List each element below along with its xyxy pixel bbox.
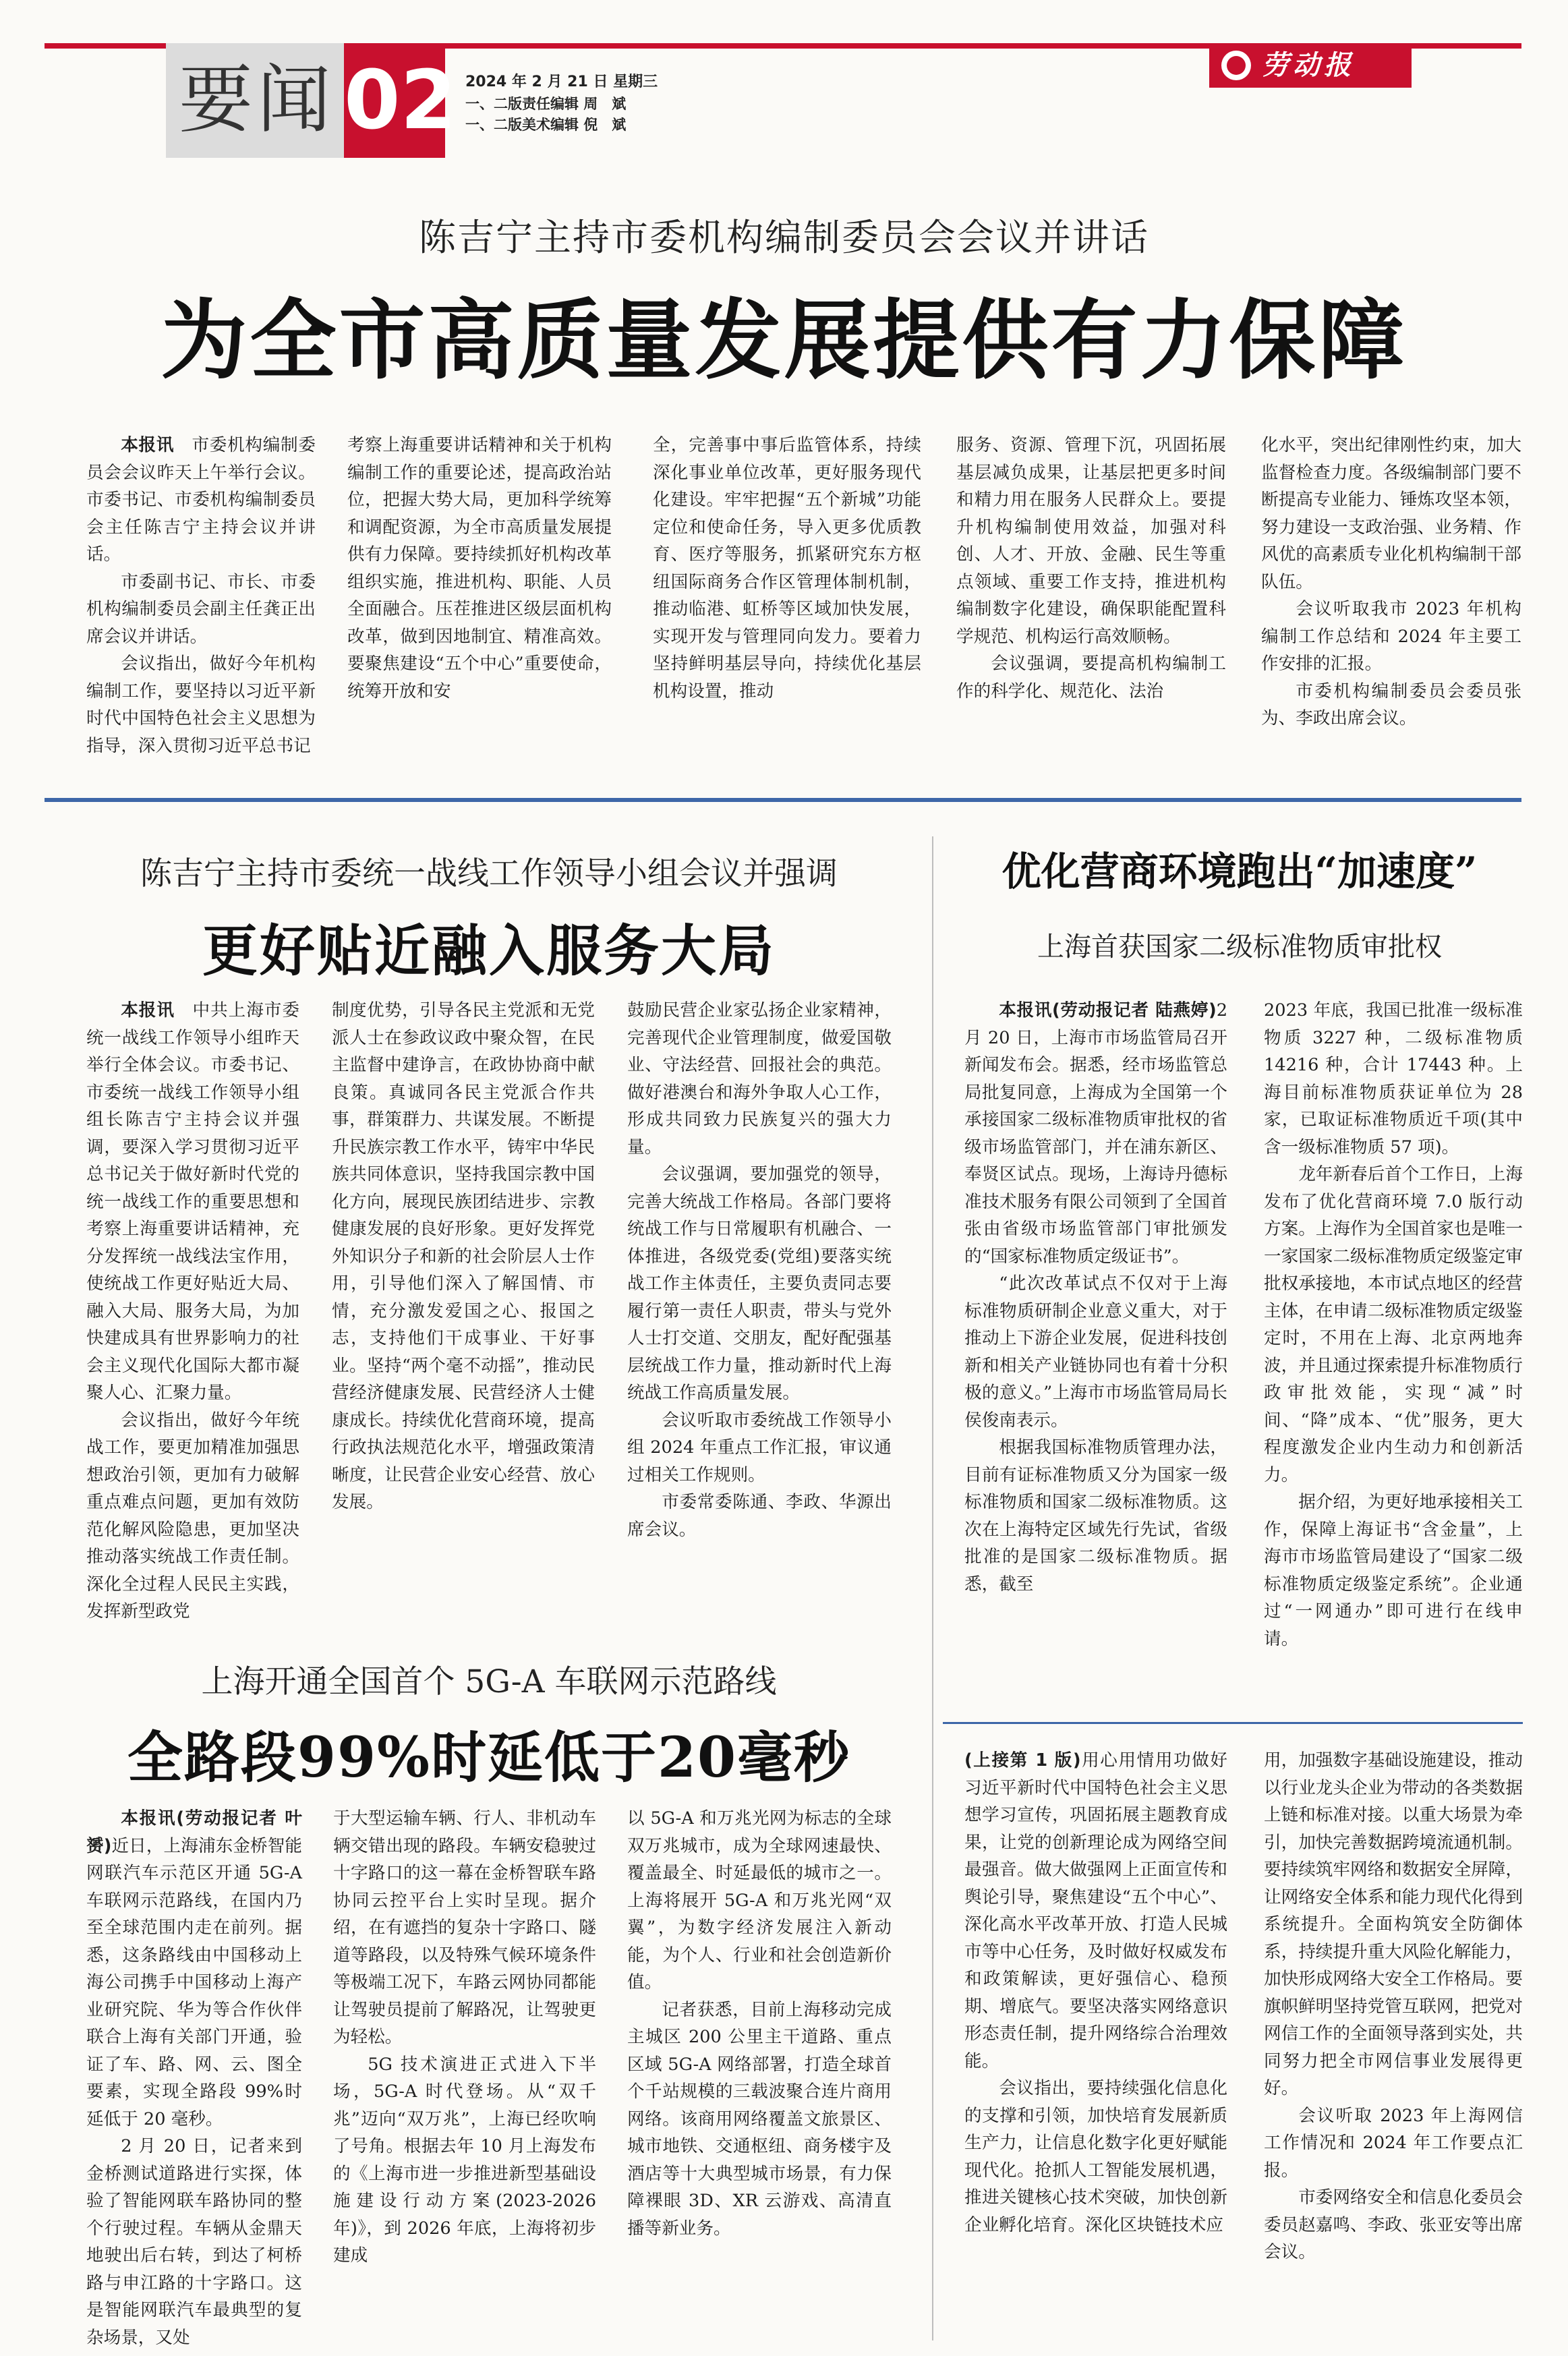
brand-logo — [1209, 43, 1412, 88]
article2-col3 — [627, 997, 892, 1543]
paragraph: 根据我国标准物质管理办法，目前有证标准物质又分为国家一级标准物质和国家二级标准物质。这次在上海特定区域先行先试，省级批准的是国家二级标准物质。据悉，截至 — [964, 1437, 1227, 1594]
paragraph: 市委网络安全和信息化委员会委员赵嘉鸣、李政、张亚安等出席会议。 — [1264, 2187, 1523, 2262]
paragraph: 会议强调，要加强党的领导，完善大统战工作格局。各部门要将统战工作与日常履职有机融合、一体推进，各级党委(党组)要落实统战工作主体责任，主要负责同志要履行第一责任人职责，带头与党外人士打交道、交朋友，配好配强基层统战工作力量，推动新时代上海统战工作高质量发展。 — [627, 1164, 892, 1403]
brand-mark-icon — [1221, 51, 1251, 80]
paragraph: 于大型运输车辆、行人、非机动车辆交错出现的路段。车辆安稳驶过十字路口的这一幕在金桥智联车路协同云控平台上实时呈现。据介绍，在有遮挡的复杂十字路口、隧道等路段，以及特殊气候环境条件等极端工况下，车路云网协同都能让驾驶员提前了解路况，让驾驶更为轻松。 — [333, 1808, 596, 2047]
article1-headline: 为全市高质量发展提供有力保障 — [161, 290, 1407, 391]
paragraph: 制度优势，引导各民主党派和无党派人士在参政议政中聚众智，在民主监督中建诤言，在政协协商中献良策。真诚同各民主党派合作共事，群策群力、共谋发展。不断提升民族宗教工作水平，铸牢中华民族共同体意识，坚持我国宗教中国化方向，展现民族团结进步、宗教健康发展的良好形象。更好发挥党外知识分子和新的社会阶层人士作用，引导他们深入了解国情、市情，充分激发爱国之心、报国之志，支持他们干成事业、干好事业。坚持“两个毫不动摇”，推动民营经济健康发展、民营经济人士健康成长。持续优化营商环境，提高行政执法规范化水平，增强政策清晰度，让民营企业安心经营、放心发展。 — [332, 1000, 595, 1512]
article-divider — [943, 1722, 1523, 1724]
article1-col3 — [653, 432, 921, 705]
article3-headline: 优化营商环境跑出“加速度” — [1001, 849, 1478, 894]
article4-col2 — [333, 1805, 596, 2270]
paragraph: 龙年新春后首个工作日，上海发布了优化营商环境 7.0 版行动方案。上海作为全国首家也是唯一一家国家二级标准物质定级鉴定审批权承接地，本市试点地区的经营主体，在申请二级标准物质定级鉴定时，不用在上海、北京两地奔波，并且通过探索提升标准物质行政审批效能，实现“减”时间、“降”成本、“优”服务，更大程度激发企业内生动力和创新活力。 — [1264, 1164, 1523, 1485]
paragraph: 会议强调，要提高机构编制工作的科学化、规范化、法治 — [956, 654, 1226, 701]
paragraph: 2 月 20 日，记者来到金桥测试道路进行实探，体验了智能网联车路协同的整个行驶过程。车辆从金鼎天地驶出后右转，到达了柯桥路与申江路的十字路口。这是智能网联汽车最典型的复杂场景，又处 — [86, 2136, 302, 2348]
paragraph: 全，完善事中事后监管体系，持续深化事业单位改革，更好服务现代化建设。牢牢把握“五个新城”功能定位和使命任务，导入更多优质教育、医疗等服务，抓紧研究东方枢纽国际商务合作区管理体制机制，推动临港、虹桥等区域加快发展，实现开发与管理同向发力。要着力坚持鲜明基层导向，持续优化基层机构设置，推动 — [653, 435, 921, 701]
paragraph: 5G 技术演进正式进入下半场，5G-A 时代登场。从“双千兆”迈向“双万兆”，上海已经吹响了号角。根据去年 10 月上海发布的《上海市进一步推进新型基础设施建设行动方案(2023-2026 年)》，到 2026 年底，上海将初步建成 — [333, 2054, 596, 2266]
article1-col4 — [956, 432, 1226, 705]
article4-col1 — [86, 1805, 302, 2351]
article2-col1 — [86, 997, 299, 1626]
paragraph: 用，加强数字基础设施建设，推动以行业龙头企业为带动的各类数据上链和标准对接。以重大场景为牵引，加快完善数据跨境流通机制。要持续筑牢网络和数据安全屏障，让网络安全体系和能力现代化得到系统提升。全面构筑安全防御体系，持续提升重大风险化解能力，加快形成网络大安全工作格局。要旗帜鲜明坚持党管互联网，把党对网信工作的全面领导落到实处，共同努力把全市网信事业发展得更好。 — [1264, 1750, 1523, 2098]
article1-col2 — [347, 432, 612, 705]
paragraph: 会议听取我市 2023 年机构编制工作总结和 2024 年主要工作安排的汇报。 — [1261, 599, 1521, 674]
brand-name: 劳动报 — [1262, 50, 1355, 81]
paragraph: 2023 年底，我国已批准一级标准物质 3227 种，二级标准物质 14216 种，合计 17443 种。上海目前标准物质获证单位为 28 家，已取证标准物质近千项(其中含一级标准物质 57 项)。 — [1264, 1000, 1523, 1157]
page-number: 02 — [344, 54, 457, 148]
paragraph: 以 5G-A 和万兆光网为标志的全球双万兆城市，成为全球网速最快、覆盖最全、时延最低的城市之一。上海将展开 5G-A 和万兆光网“双翼”，为数字经济发展注入新动能，为个人、行业和社会创造新价值。 — [627, 1808, 892, 1992]
paragraph: “此次改革试点不仅对于上海标准物质研制企业意义重大，对于推动上下游企业发展，促进科技创新和相关产业链协同也有着十分积极的意义。”上海市市场监管局局长侯俊南表示。 — [964, 1273, 1227, 1431]
editor-line: 一、二版责任编辑 周 斌 — [465, 96, 627, 112]
article2-col2 — [332, 997, 595, 1516]
paragraph: 会议听取市委统战工作领导小组 2024 年重点工作汇报，审议通过相关工作规则。 — [627, 1410, 892, 1485]
paragraph: 本报讯 中共上海市委统一战线工作领导小组昨天举行全体会议。市委书记、市委统一战线工作领导小组组长陈吉宁主持会议并强调，要深入学习贯彻习近平总书记关于做好新时代党的统一战线工作的重要思想和考察上海重要讲话精神，充分发挥统一战线法宝作用，使统战工作更好贴近大局、融入大局、服务大局，为加快建成具有世界影响力的社会主义现代化国际大都市凝聚人心、汇聚力量。 — [86, 1000, 299, 1403]
article5-col2 — [1264, 1747, 1523, 2266]
paragraph: 鼓励民营企业家弘扬企业家精神，完善现代企业管理制度，做爱国敬业、守法经营、回报社会的典范。做好港澳台和海外争取人心工作，形成共同致力民族复兴的强大力量。 — [627, 1000, 892, 1157]
article1-col5 — [1261, 432, 1521, 732]
article3-col2 — [1264, 997, 1523, 1653]
article1-kicker: 陈吉宁主持市委机构编制委员会会议并讲话 — [418, 216, 1149, 259]
paragraph: 市委常委陈通、李政、华源出席会议。 — [627, 1492, 892, 1540]
article2-kicker: 陈吉宁主持市委统一战线工作领导小组会议并强调 — [140, 855, 838, 892]
paragraph: 化水平，突出纪律刚性约束，加大监督检查力度。各级编制部门要不断提高专业能力、锤炼攻坚本领，努力建设一支政治强、业务精、作风优的高素质专业化机构编制干部队伍。 — [1261, 435, 1521, 592]
paragraph: 市委副书记、市长、市委机构编制委员会副主任龚正出席会议并讲话。 — [86, 571, 316, 647]
article2-headline: 更好贴近融入服务大局 — [202, 919, 776, 983]
article4-kicker: 上海开通全国首个 5G-A 车联网示范路线 — [201, 1663, 777, 1700]
paragraph: 本报讯(劳动报记者 陆燕婷)2 月 20 日，上海市市场监管局召开新闻发布会。据悉，经市场监管总局批复同意，上海成为全国第一个承接国家二级标准物质审批权的省级市场监管部门，并在浦东新区、奉贤区试点。现场，上海诗丹德标准技术服务有限公司领到了全国首张由省级市场监管部门审批颁发的“国家标准物质定级证书”。 — [964, 1000, 1227, 1267]
paragraph: 会议指出，做好今年统战工作，要更加精准加强思想政治引领，更加有力破解重点难点问题，更加有效防范化解风险隐患，更加坚决推动落实统战工作责任制。深化全过程人民民主实践，发挥新型政党 — [86, 1410, 299, 1621]
paragraph: (上接第 1 版)用心用情用功做好习近平新时代中国特色社会主义思想学习宣传，巩固拓展主题教育成果，让党的创新理论成为网络空间最强音。做大做强网上正面宣传和舆论引导，聚焦建设“五个中心”、深化高水平改革开放、打造人民城市等中心任务，及时做好权威发布和政策解读，更好强信心、稳预期、增底气。要坚决落实网络意识形态责任制，提升网络综合治理效能。 — [964, 1750, 1227, 2071]
section-label: 要闻 — [179, 57, 335, 143]
paragraph: 考察上海重要讲话精神和关于机构编制工作的重要论述，提高政治站位，把握大势大局，更加科学统筹和调配资源，为全市高质量发展提供有力保障。要持续抓好机构改革组织实施，推进机构、职能、人员全面融合。压茬推进区级层面机构改革，做到因地制宜、精准高效。要聚焦建设“五个中心”重要使命，统筹开放和安 — [347, 435, 612, 701]
art-editor-line: 一、二版美术编辑 倪 斌 — [465, 117, 627, 133]
paragraph: 会议听取 2023 年上海网信工作情况和 2024 年工作要点汇报。 — [1264, 2105, 1523, 2181]
issue-date: 2024 年 2 月 21 日 星期三 — [465, 74, 658, 90]
paragraph: 据介绍，为更好地承接相关工作，保障上海证书“含金量”，上海市市场监管局建设了“国家二级标准物质定级鉴定系统”。企业通过“一网通办”即可进行在线申请。 — [1264, 1492, 1523, 1649]
article1-col1 — [86, 432, 316, 759]
paragraph: 服务、资源、管理下沉，巩固拓展基层减负成果，让基层把更多时间和精力用在服务人民群众上。要提升机构编制使用效益，加强对科创、人才、开放、金融、民生等重点领域、重要工作支持，推进机构编制数字化建设，确保职能配置科学规范、机构运行高效顺畅。 — [956, 435, 1226, 647]
paragraph: 本报讯(劳动报记者 叶赟)近日，上海浦东金桥智能网联汽车示范区开通 5G-A 车联网示范路线，在国内乃至全球范围内走在前列。据悉，这条路线由中国移动上海公司携手中国移动上海产业研究院、华为等合作伙伴联合上海有关部门开通，验证了车、路、网、云、图全要素，实现全路段 99%时延低于 20 毫秒。 — [86, 1808, 302, 2129]
paragraph: 会议指出，要持续强化信息化的支撑和引领，加快培育发展新质生产力，让信息化数字化更好赋能现代化。抢抓人工智能发展机遇，推进关键核心技术突破，加快创新企业孵化培育。深化区块链技术应 — [964, 2078, 1227, 2235]
paragraph: 记者获悉，目前上海移动完成主城区 200 公里主干道路、重点区域 5G-A 网络部署，打造全球首个千站规模的三载波聚合连片商用网络。该商用网络覆盖文旅景区、城市地铁、交通枢纽、商务楼宇及酒店等十大典型城市场景，有力保障裸眼 3D、XR 云游戏、高清直播等新业务。 — [627, 1999, 892, 2239]
paragraph: 本报讯 市委机构编制委员会会议昨天上午举行会议。市委书记、市委机构编制委员会主任陈吉宁主持会议并讲话。 — [86, 435, 316, 565]
section-divider — [45, 798, 1521, 802]
article4-col3 — [627, 1805, 892, 2242]
paragraph: 会议指出，做好今年机构编制工作，要坚持以习近平新时代中国特色社会主义思想为指导，深入贯彻习近平总书记 — [86, 654, 316, 756]
paragraph: 市委机构编制委员会委员张为、李政出席会议。 — [1261, 681, 1521, 728]
column-rule — [932, 836, 933, 2340]
article4-headline: 全路段99%时延低于20毫秒 — [127, 1725, 851, 1790]
article3-col1 — [964, 997, 1227, 1598]
article5-col1 — [964, 1747, 1227, 2239]
article3-subhead: 上海首获国家二级标准物质审批权 — [1037, 931, 1442, 962]
